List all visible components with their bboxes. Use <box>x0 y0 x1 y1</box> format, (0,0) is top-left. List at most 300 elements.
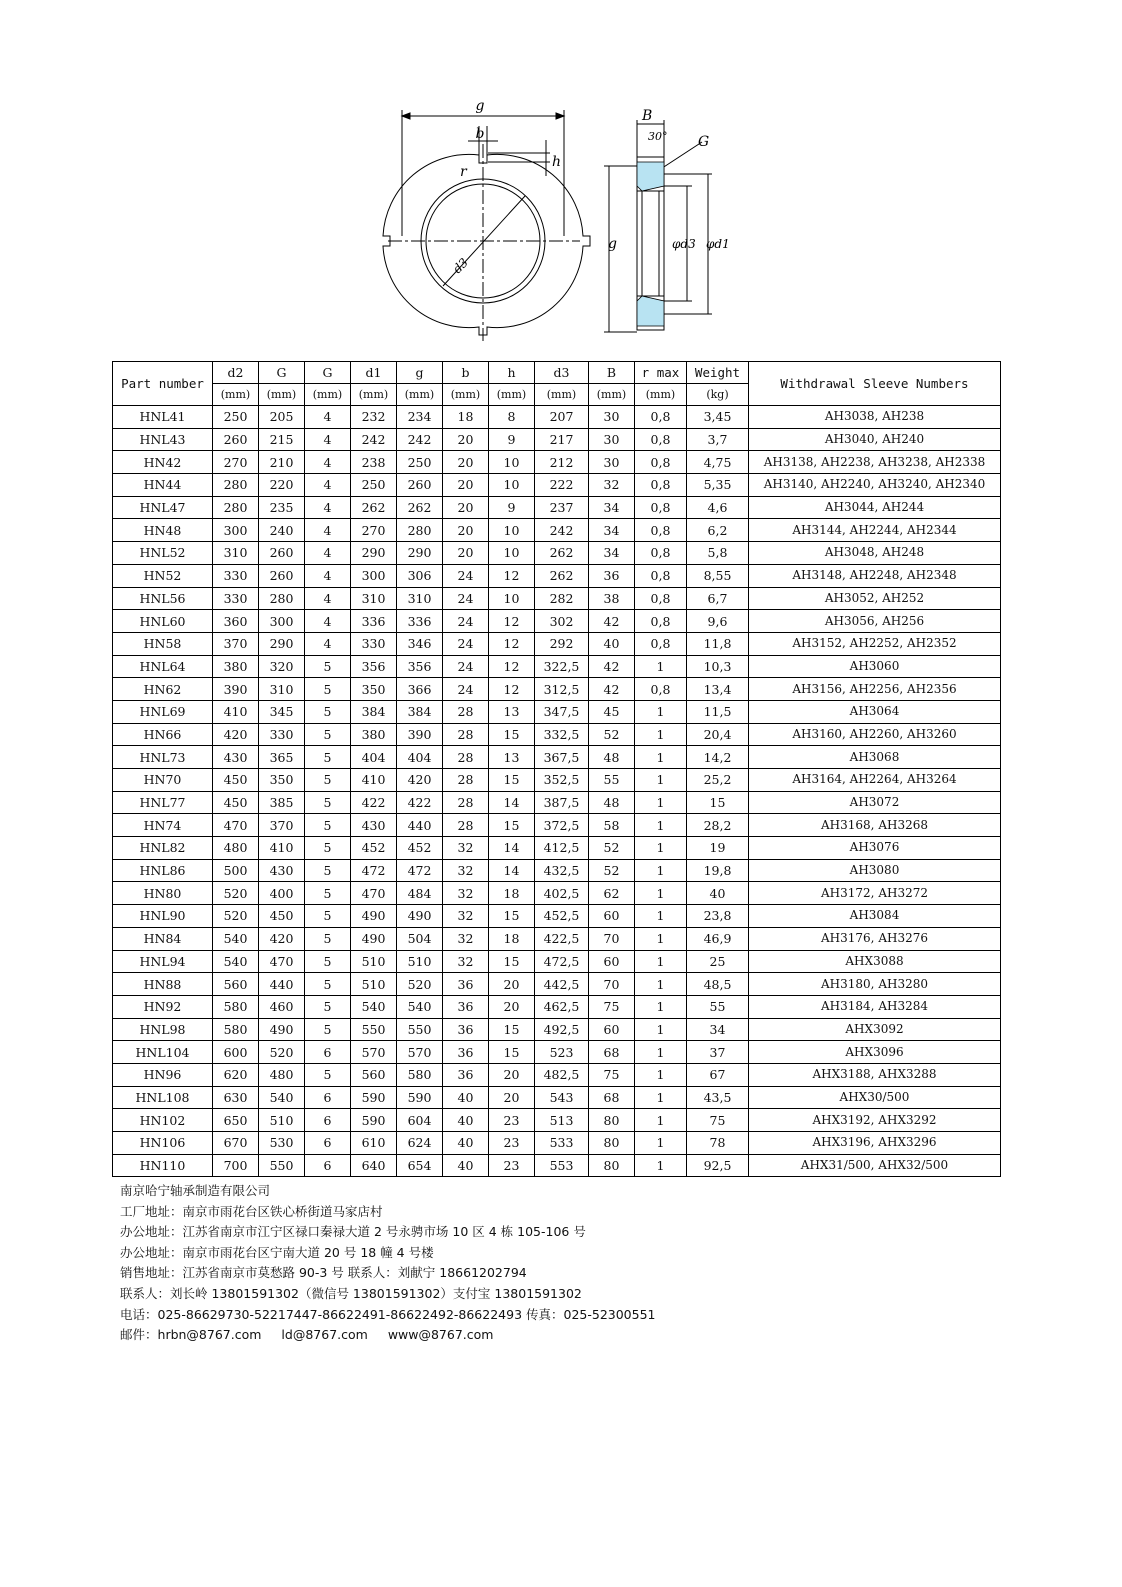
value-cell: 510 <box>351 973 397 996</box>
value-cell: 42 <box>589 678 635 701</box>
sleeve-cell: AH3164, AH2264, AH3264 <box>749 769 1001 792</box>
value-cell: 472,5 <box>535 950 589 973</box>
value-cell: 300 <box>259 610 305 633</box>
value-cell: 366 <box>397 678 443 701</box>
table-row <box>113 451 1001 474</box>
value-cell: 420 <box>259 927 305 950</box>
value-cell: 300 <box>213 519 259 542</box>
value-cell: 15 <box>687 791 749 814</box>
value-cell: 45 <box>589 700 635 723</box>
label-r: r <box>460 164 467 180</box>
value-cell: 4 <box>305 542 351 565</box>
value-cell: 20 <box>443 451 489 474</box>
col-d2: d2 <box>213 362 259 384</box>
value-cell: 5 <box>305 882 351 905</box>
part-number-cell: HNL82 <box>113 837 213 860</box>
unit-cell: (mm) <box>305 384 351 406</box>
part-number-cell: HN92 <box>113 995 213 1018</box>
table-row <box>113 496 1001 519</box>
value-cell: 9,6 <box>687 610 749 633</box>
col-sleeve: Withdrawal Sleeve Numbers <box>749 362 1001 406</box>
value-cell: 422 <box>351 791 397 814</box>
value-cell: 210 <box>259 451 305 474</box>
part-number-cell: HNL86 <box>113 859 213 882</box>
part-number-cell: HN70 <box>113 769 213 792</box>
value-cell: 60 <box>589 905 635 928</box>
value-cell: 280 <box>213 474 259 497</box>
value-cell: 232 <box>351 406 397 429</box>
table-row <box>113 1154 1001 1177</box>
value-cell: 312,5 <box>535 678 589 701</box>
sleeve-cell: AH3180, AH3280 <box>749 973 1001 996</box>
part-number-cell: HNL98 <box>113 1018 213 1041</box>
value-cell: 5 <box>305 769 351 792</box>
sleeve-cell: AHX3096 <box>749 1041 1001 1064</box>
col-G: G <box>259 362 305 384</box>
value-cell: 520 <box>259 1041 305 1064</box>
value-cell: 590 <box>351 1086 397 1109</box>
sleeve-cell: AHX3196, AHX3296 <box>749 1132 1001 1155</box>
value-cell: 1 <box>635 905 687 928</box>
value-cell: 430 <box>259 859 305 882</box>
value-cell: 20 <box>443 496 489 519</box>
part-number-cell: HN66 <box>113 723 213 746</box>
value-cell: 504 <box>397 927 443 950</box>
table-row <box>113 1018 1001 1041</box>
value-cell: 260 <box>259 564 305 587</box>
company-info <box>120 1181 656 1346</box>
value-cell: 40 <box>443 1132 489 1155</box>
value-cell: 520 <box>213 905 259 928</box>
value-cell: 215 <box>259 428 305 451</box>
value-cell: 345 <box>259 700 305 723</box>
value-cell: 10 <box>489 587 535 610</box>
value-cell: 34 <box>589 542 635 565</box>
value-cell: 34 <box>589 496 635 519</box>
label-g-side: g <box>608 236 617 252</box>
value-cell: 34 <box>589 519 635 542</box>
label-G: G <box>698 134 710 150</box>
value-cell: 570 <box>397 1041 443 1064</box>
sleeve-cell: AHX3192, AHX3292 <box>749 1109 1001 1132</box>
value-cell: 250 <box>351 474 397 497</box>
value-cell: 500 <box>213 859 259 882</box>
value-cell: 356 <box>397 655 443 678</box>
value-cell: 270 <box>351 519 397 542</box>
sleeve-cell: AH3152, AH2252, AH2352 <box>749 632 1001 655</box>
value-cell: 492,5 <box>535 1018 589 1041</box>
value-cell: 336 <box>397 610 443 633</box>
email-link[interactable]: ld@8767.com <box>281 1327 368 1343</box>
value-cell: 238 <box>351 451 397 474</box>
value-cell: 36 <box>589 564 635 587</box>
value-cell: 0,8 <box>635 428 687 451</box>
contact-person: 联系人：刘长岭 13801591302（微信号 13801591302）支付宝 13801591302 <box>120 1285 582 1301</box>
value-cell: 1 <box>635 723 687 746</box>
table-body <box>113 406 1001 1177</box>
value-cell: 32 <box>443 837 489 860</box>
sleeve-cell: AH3048, AH248 <box>749 542 1001 565</box>
value-cell: 55 <box>589 769 635 792</box>
value-cell: 5,8 <box>687 542 749 565</box>
value-cell: 20 <box>443 474 489 497</box>
value-cell: 0,8 <box>635 542 687 565</box>
value-cell: 490 <box>351 927 397 950</box>
value-cell: 580 <box>213 1018 259 1041</box>
value-cell: 19,8 <box>687 859 749 882</box>
value-cell: 18 <box>489 882 535 905</box>
value-cell: 387,5 <box>535 791 589 814</box>
value-cell: 4 <box>305 451 351 474</box>
col-weight: Weight <box>687 362 749 384</box>
value-cell: 46,9 <box>687 927 749 950</box>
part-number-cell: HN62 <box>113 678 213 701</box>
value-cell: 262 <box>351 496 397 519</box>
value-cell: 332,5 <box>535 723 589 746</box>
value-cell: 5 <box>305 791 351 814</box>
value-cell: 217 <box>535 428 589 451</box>
table-row <box>113 950 1001 973</box>
value-cell: 290 <box>351 542 397 565</box>
value-cell: 3,45 <box>687 406 749 429</box>
value-cell: 432,5 <box>535 859 589 882</box>
value-cell: 10,3 <box>687 655 749 678</box>
value-cell: 10 <box>489 519 535 542</box>
value-cell: 292 <box>535 632 589 655</box>
value-cell: 6 <box>305 1154 351 1177</box>
value-cell: 3,7 <box>687 428 749 451</box>
value-cell: 482,5 <box>535 1063 589 1086</box>
value-cell: 75 <box>589 1063 635 1086</box>
value-cell: 32 <box>589 474 635 497</box>
value-cell: 13 <box>489 700 535 723</box>
email-link[interactable]: hrbn@8767.com <box>157 1327 262 1343</box>
part-number-cell: HNL56 <box>113 587 213 610</box>
value-cell: 0,8 <box>635 587 687 610</box>
value-cell: 0,8 <box>635 519 687 542</box>
value-cell: 24 <box>443 610 489 633</box>
value-cell: 1 <box>635 746 687 769</box>
value-cell: 18 <box>443 406 489 429</box>
value-cell: 452 <box>397 837 443 860</box>
value-cell: 1 <box>635 837 687 860</box>
value-cell: 43,5 <box>687 1086 749 1109</box>
value-cell: 10 <box>489 542 535 565</box>
value-cell: 23 <box>489 1132 535 1155</box>
value-cell: 4 <box>305 564 351 587</box>
value-cell: 48,5 <box>687 973 749 996</box>
value-cell: 4,75 <box>687 451 749 474</box>
value-cell: 32 <box>443 905 489 928</box>
value-cell: 28 <box>443 746 489 769</box>
col-h: h <box>489 362 535 384</box>
unit-cell: (mm) <box>443 384 489 406</box>
table-row <box>113 406 1001 429</box>
unit-cell: (mm) <box>351 384 397 406</box>
value-cell: 356 <box>351 655 397 678</box>
value-cell: 32 <box>443 927 489 950</box>
value-cell: 610 <box>351 1132 397 1155</box>
value-cell: 540 <box>351 995 397 1018</box>
value-cell: 5 <box>305 927 351 950</box>
value-cell: 5 <box>305 995 351 1018</box>
value-cell: 60 <box>589 1018 635 1041</box>
lock-nut-drawing <box>380 96 750 348</box>
value-cell: 70 <box>589 927 635 950</box>
value-cell: 36 <box>443 1041 489 1064</box>
value-cell: 1 <box>635 882 687 905</box>
value-cell: 1 <box>635 1041 687 1064</box>
sleeve-cell: AH3044, AH244 <box>749 496 1001 519</box>
value-cell: 6 <box>305 1086 351 1109</box>
value-cell: 372,5 <box>535 814 589 837</box>
value-cell: 15 <box>489 1018 535 1041</box>
part-number-cell: HNL60 <box>113 610 213 633</box>
value-cell: 36 <box>443 1018 489 1041</box>
part-number-cell: HN96 <box>113 1063 213 1086</box>
value-cell: 553 <box>535 1154 589 1177</box>
value-cell: 510 <box>351 950 397 973</box>
value-cell: 0,8 <box>635 406 687 429</box>
value-cell: 222 <box>535 474 589 497</box>
value-cell: 1 <box>635 700 687 723</box>
value-cell: 452,5 <box>535 905 589 928</box>
value-cell: 260 <box>213 428 259 451</box>
value-cell: 262 <box>535 542 589 565</box>
value-cell: 19 <box>687 837 749 860</box>
value-cell: 12 <box>489 610 535 633</box>
value-cell: 20,4 <box>687 723 749 746</box>
email-link[interactable]: www@8767.com <box>387 1327 494 1343</box>
label-B: B <box>642 108 653 124</box>
value-cell: 80 <box>589 1132 635 1155</box>
value-cell: 472 <box>397 859 443 882</box>
value-cell: 590 <box>351 1109 397 1132</box>
value-cell: 347,5 <box>535 700 589 723</box>
sleeve-cell: AH3060 <box>749 655 1001 678</box>
sleeve-cell: AHX3092 <box>749 1018 1001 1041</box>
value-cell: 5 <box>305 678 351 701</box>
value-cell: 30 <box>589 406 635 429</box>
value-cell: 0,8 <box>635 496 687 519</box>
sleeve-cell: AH3184, AH3284 <box>749 995 1001 1018</box>
value-cell: 550 <box>351 1018 397 1041</box>
nut-outer-outline <box>383 154 590 335</box>
value-cell: 234 <box>397 406 443 429</box>
table-row <box>113 1132 1001 1155</box>
value-cell: 370 <box>259 814 305 837</box>
value-cell: 242 <box>535 519 589 542</box>
part-number-cell: HN74 <box>113 814 213 837</box>
table-row <box>113 519 1001 542</box>
table-row <box>113 1109 1001 1132</box>
value-cell: 36 <box>443 995 489 1018</box>
value-cell: 1 <box>635 791 687 814</box>
value-cell: 12 <box>489 564 535 587</box>
value-cell: 242 <box>397 428 443 451</box>
value-cell: 24 <box>443 564 489 587</box>
value-cell: 1 <box>635 814 687 837</box>
value-cell: 36 <box>443 1063 489 1086</box>
value-cell: 422,5 <box>535 927 589 950</box>
value-cell: 620 <box>213 1063 259 1086</box>
value-cell: 9 <box>489 428 535 451</box>
value-cell: 540 <box>213 950 259 973</box>
header-row <box>113 362 1001 384</box>
part-number-cell: HNL52 <box>113 542 213 565</box>
sleeve-cell: AH3148, AH2248, AH2348 <box>749 564 1001 587</box>
value-cell: 52 <box>589 859 635 882</box>
value-cell: 4 <box>305 632 351 655</box>
value-cell: 520 <box>213 882 259 905</box>
unit-cell: (mm) <box>489 384 535 406</box>
thread-section-top <box>637 162 664 191</box>
value-cell: 262 <box>535 564 589 587</box>
email-line <box>120 1325 656 1346</box>
value-cell: 10 <box>489 474 535 497</box>
part-number-cell: HN58 <box>113 632 213 655</box>
value-cell: 250 <box>213 406 259 429</box>
value-cell: 404 <box>351 746 397 769</box>
sleeve-cell: AHX3188, AHX3288 <box>749 1063 1001 1086</box>
value-cell: 384 <box>351 700 397 723</box>
value-cell: 530 <box>259 1132 305 1155</box>
value-cell: 48 <box>589 791 635 814</box>
table-row <box>113 542 1001 565</box>
unit-cell: (mm) <box>213 384 259 406</box>
value-cell: 640 <box>351 1154 397 1177</box>
value-cell: 484 <box>397 882 443 905</box>
value-cell: 15 <box>489 769 535 792</box>
value-cell: 412,5 <box>535 837 589 860</box>
value-cell: 520 <box>397 973 443 996</box>
part-number-cell: HN88 <box>113 973 213 996</box>
value-cell: 0,8 <box>635 474 687 497</box>
value-cell: 28,2 <box>687 814 749 837</box>
value-cell: 654 <box>397 1154 443 1177</box>
value-cell: 0,8 <box>635 451 687 474</box>
value-cell: 220 <box>259 474 305 497</box>
table-row <box>113 791 1001 814</box>
value-cell: 280 <box>259 587 305 610</box>
value-cell: 290 <box>397 542 443 565</box>
office-address-2: 办公地址：南京市雨花台区宁南大道 20 号 18 幢 4 号楼 <box>120 1244 434 1260</box>
table-row <box>113 1086 1001 1109</box>
table-row <box>113 655 1001 678</box>
value-cell: 523 <box>535 1041 589 1064</box>
value-cell: 6 <box>305 1041 351 1064</box>
value-cell: 75 <box>589 995 635 1018</box>
value-cell: 15 <box>489 1041 535 1064</box>
value-cell: 14 <box>489 837 535 860</box>
value-cell: 20 <box>443 519 489 542</box>
value-cell: 540 <box>259 1086 305 1109</box>
value-cell: 40 <box>589 632 635 655</box>
value-cell: 20 <box>489 1063 535 1086</box>
value-cell: 385 <box>259 791 305 814</box>
value-cell: 320 <box>259 655 305 678</box>
col-b: b <box>443 362 489 384</box>
unit-cell: (kg) <box>687 384 749 406</box>
label-angle: 30° <box>648 130 668 143</box>
value-cell: 14 <box>489 791 535 814</box>
sales-address: 销售地址：江苏省南京市莫愁路 90-3 号 联系人：刘献宁 18661202794 <box>120 1265 527 1281</box>
value-cell: 470 <box>259 950 305 973</box>
value-cell: 80 <box>589 1154 635 1177</box>
table-row <box>113 746 1001 769</box>
value-cell: 4 <box>305 610 351 633</box>
value-cell: 1 <box>635 973 687 996</box>
value-cell: 11,5 <box>687 700 749 723</box>
label-d3: d3 <box>450 255 471 277</box>
value-cell: 540 <box>213 927 259 950</box>
unit-cell: (mm) <box>535 384 589 406</box>
value-cell: 4 <box>305 474 351 497</box>
value-cell: 1 <box>635 1086 687 1109</box>
sleeve-cell: AH3156, AH2256, AH2356 <box>749 678 1001 701</box>
table-row <box>113 973 1001 996</box>
value-cell: 32 <box>443 882 489 905</box>
value-cell: 336 <box>351 610 397 633</box>
value-cell: 462,5 <box>535 995 589 1018</box>
label-h: h <box>552 154 562 170</box>
value-cell: 5 <box>305 859 351 882</box>
part-number-cell: HN52 <box>113 564 213 587</box>
table-row <box>113 678 1001 701</box>
value-cell: 1 <box>635 769 687 792</box>
phone-fax: 电话：025-86629730-52217447-86622491-86622492-86622493 传真：025-52300551 <box>120 1306 656 1322</box>
value-cell: 4 <box>305 519 351 542</box>
value-cell: 237 <box>535 496 589 519</box>
col-d1: d1 <box>351 362 397 384</box>
label-b: b <box>475 126 485 142</box>
table-row <box>113 474 1001 497</box>
part-number-cell: HNL64 <box>113 655 213 678</box>
value-cell: 630 <box>213 1086 259 1109</box>
value-cell: 560 <box>351 1063 397 1086</box>
value-cell: 15 <box>489 723 535 746</box>
value-cell: 270 <box>213 451 259 474</box>
value-cell: 4,6 <box>687 496 749 519</box>
value-cell: 380 <box>351 723 397 746</box>
value-cell: 62 <box>589 882 635 905</box>
value-cell: 13 <box>489 746 535 769</box>
value-cell: 604 <box>397 1109 443 1132</box>
value-cell: 0,8 <box>635 564 687 587</box>
value-cell: 37 <box>687 1041 749 1064</box>
col-g: g <box>397 362 443 384</box>
value-cell: 430 <box>213 746 259 769</box>
value-cell: 310 <box>213 542 259 565</box>
value-cell: 5 <box>305 950 351 973</box>
value-cell: 260 <box>259 542 305 565</box>
value-cell: 242 <box>351 428 397 451</box>
value-cell: 330 <box>351 632 397 655</box>
value-cell: 624 <box>397 1132 443 1155</box>
value-cell: 390 <box>397 723 443 746</box>
value-cell: 1 <box>635 1018 687 1041</box>
value-cell: 40 <box>443 1109 489 1132</box>
col-G2: G <box>305 362 351 384</box>
part-number-cell: HNL73 <box>113 746 213 769</box>
value-cell: 14,2 <box>687 746 749 769</box>
value-cell: 402,5 <box>535 882 589 905</box>
value-cell: 0,8 <box>635 610 687 633</box>
value-cell: 460 <box>259 995 305 1018</box>
value-cell: 20 <box>489 973 535 996</box>
value-cell: 6 <box>305 1109 351 1132</box>
part-number-cell: HN44 <box>113 474 213 497</box>
